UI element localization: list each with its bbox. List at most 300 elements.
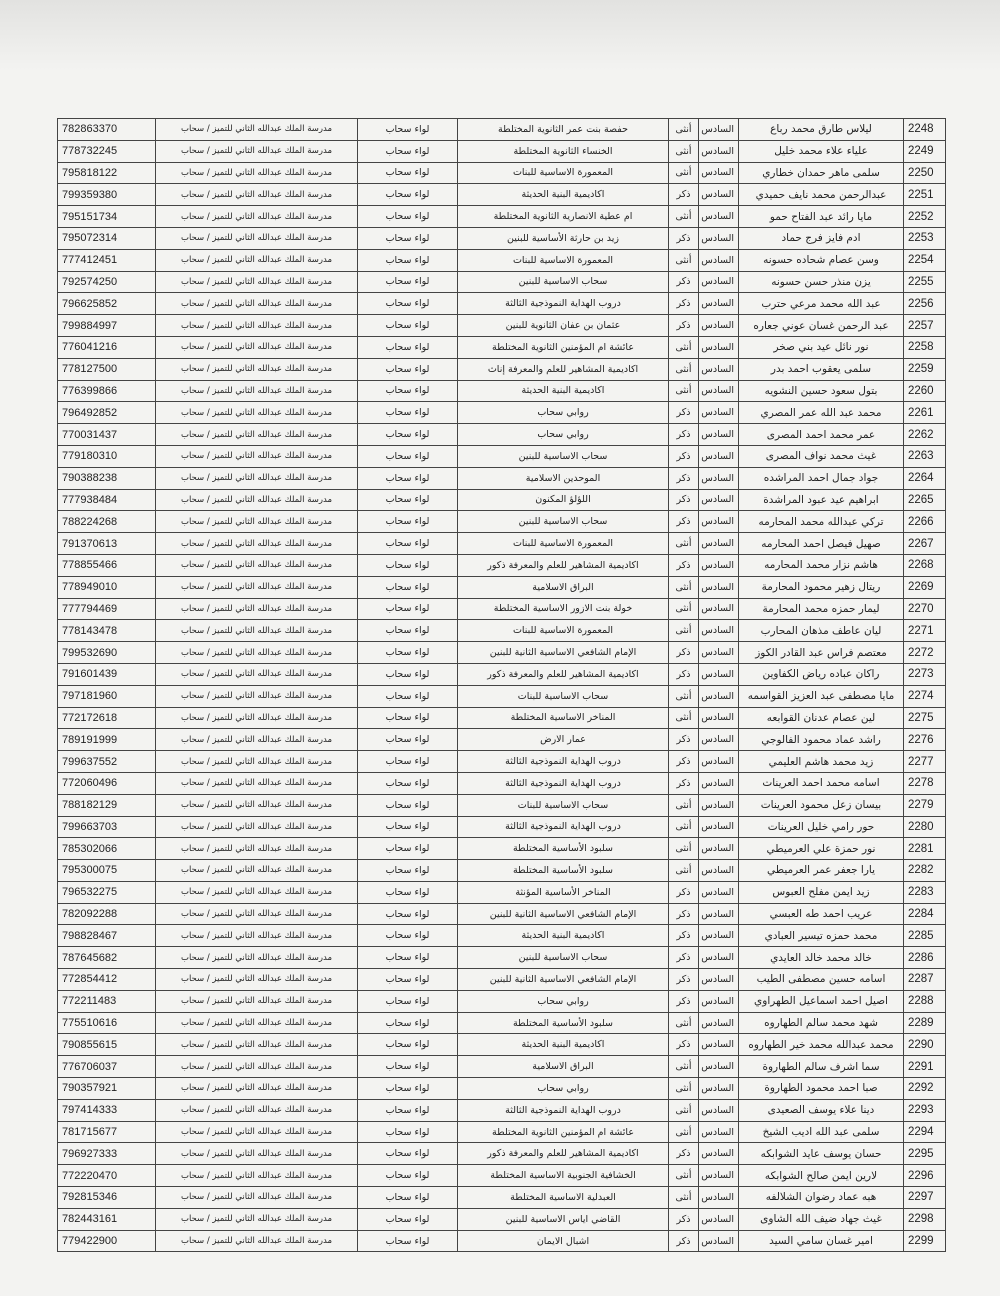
grade: السادس	[699, 969, 739, 991]
table-row	[58, 336, 946, 358]
grade: السادس	[699, 1187, 739, 1209]
table-row	[58, 119, 946, 141]
target-school: مدرسة الملك عبدالله الثاني للتميز / سحاب	[156, 249, 358, 271]
directorate: لواء سحاب	[358, 772, 458, 794]
student-name: ابراهيم عيد عبود المراشدة	[739, 489, 904, 511]
directorate: لواء سحاب	[358, 947, 458, 969]
grade: السادس	[699, 1230, 739, 1252]
target-school: مدرسة الملك عبدالله الثاني للتميز / سحاب	[156, 119, 358, 141]
row-number: 2255	[904, 271, 946, 293]
phone-number: 792574250	[58, 271, 156, 293]
gender: أنثى	[669, 620, 699, 642]
row-number: 2298	[904, 1208, 946, 1230]
students-table	[57, 118, 946, 1252]
student-name: صبا احمد محمود الطهاروة	[739, 1078, 904, 1100]
table-row	[58, 1208, 946, 1230]
row-number: 2261	[904, 402, 946, 424]
current-school: اشبال الايمان	[458, 1230, 669, 1252]
row-number: 2275	[904, 707, 946, 729]
row-number: 2293	[904, 1099, 946, 1121]
directorate: لواء سحاب	[358, 903, 458, 925]
phone-number: 779422900	[58, 1230, 156, 1252]
current-school: المعمورة الاساسية للبنات	[458, 162, 669, 184]
table-row	[58, 511, 946, 533]
target-school: مدرسة الملك عبدالله الثاني للتميز / سحاب	[156, 380, 358, 402]
row-number: 2274	[904, 685, 946, 707]
phone-number: 778127500	[58, 358, 156, 380]
target-school: مدرسة الملك عبدالله الثاني للتميز / سحاب	[156, 838, 358, 860]
gender: ذكر	[669, 663, 699, 685]
student-name: محمد عبدالله محمد خير الطهاروه	[739, 1034, 904, 1056]
directorate: لواء سحاب	[358, 554, 458, 576]
row-number: 2281	[904, 838, 946, 860]
table-row	[58, 315, 946, 337]
table-row	[58, 184, 946, 206]
current-school: سحاب الاساسية للبنين	[458, 445, 669, 467]
student-name: سلمى ماهر حمدان خطاري	[739, 162, 904, 184]
current-school: عائشة ام المؤمنين الثانوية المختلطة	[458, 336, 669, 358]
current-school: اكاديمية المشاهير للعلم والمعرفة إناث	[458, 358, 669, 380]
directorate: لواء سحاب	[358, 620, 458, 642]
grade: السادس	[699, 816, 739, 838]
directorate: لواء سحاب	[358, 838, 458, 860]
phone-number: 791601439	[58, 663, 156, 685]
directorate: لواء سحاب	[358, 140, 458, 162]
directorate: لواء سحاب	[358, 1034, 458, 1056]
phone-number: 778143478	[58, 620, 156, 642]
phone-number: 777938484	[58, 489, 156, 511]
gender: أنثى	[669, 119, 699, 141]
target-school: مدرسة الملك عبدالله الثاني للتميز / سحاب	[156, 598, 358, 620]
table-row	[58, 1143, 946, 1165]
gender: ذكر	[669, 511, 699, 533]
current-school: اكاديمية المشاهير للعلم والمعرفة ذكور	[458, 1143, 669, 1165]
directorate: لواء سحاب	[358, 315, 458, 337]
phone-number: 797181960	[58, 685, 156, 707]
row-number: 2280	[904, 816, 946, 838]
current-school: اكاديمية البنية الحديثة	[458, 380, 669, 402]
target-school: مدرسة الملك عبدالله الثاني للتميز / سحاب	[156, 315, 358, 337]
grade: السادس	[699, 925, 739, 947]
phone-number: 790357921	[58, 1078, 156, 1100]
current-school: عائشة ام المؤمنين الثانوية المختلطة	[458, 1121, 669, 1143]
current-school: اكاديمية المشاهير للعلم والمعرفة ذكور	[458, 663, 669, 685]
current-school: سلبود الأساسية المختلطة	[458, 838, 669, 860]
phone-number: 796532275	[58, 881, 156, 903]
student-name: غيث جهاد ضيف الله الشاوى	[739, 1208, 904, 1230]
row-number: 2270	[904, 598, 946, 620]
current-school: روابي سحاب	[458, 424, 669, 446]
target-school: مدرسة الملك عبدالله الثاني للتميز / سحاب	[156, 751, 358, 773]
directorate: لواء سحاب	[358, 1078, 458, 1100]
gender: ذكر	[669, 947, 699, 969]
phone-number: 787645682	[58, 947, 156, 969]
gender: أنثى	[669, 576, 699, 598]
student-name: مايا رائد عبد الفتاح حمو	[739, 206, 904, 228]
student-name: راكان عباده رياض الكفاوين	[739, 663, 904, 685]
table-row	[58, 380, 946, 402]
target-school: مدرسة الملك عبدالله الثاني للتميز / سحاب	[156, 947, 358, 969]
directorate: لواء سحاب	[358, 162, 458, 184]
table-row	[58, 1056, 946, 1078]
student-name: سما اشرف سالم الطهاروة	[739, 1056, 904, 1078]
table-row	[58, 249, 946, 271]
row-number: 2250	[904, 162, 946, 184]
table-row	[58, 903, 946, 925]
table-row	[58, 1034, 946, 1056]
directorate: لواء سحاب	[358, 1208, 458, 1230]
table-body	[58, 119, 946, 1252]
gender: ذكر	[669, 751, 699, 773]
directorate: لواء سحاب	[358, 751, 458, 773]
phone-number: 777412451	[58, 249, 156, 271]
row-number: 2262	[904, 424, 946, 446]
directorate: لواء سحاب	[358, 1121, 458, 1143]
table-row	[58, 620, 946, 642]
table-row	[58, 729, 946, 751]
gender: ذكر	[669, 903, 699, 925]
grade: السادس	[699, 1099, 739, 1121]
phone-number: 782092288	[58, 903, 156, 925]
directorate: لواء سحاب	[358, 206, 458, 228]
phone-number: 795818122	[58, 162, 156, 184]
phone-number: 782443161	[58, 1208, 156, 1230]
directorate: لواء سحاب	[358, 445, 458, 467]
gender: أنثى	[669, 1078, 699, 1100]
gender: ذكر	[669, 293, 699, 315]
current-school: الإمام الشافعي الاساسية الثانية للبنين	[458, 642, 669, 664]
student-name: عمر محمد احمد المصرى	[739, 424, 904, 446]
grade: السادس	[699, 1078, 739, 1100]
target-school: مدرسة الملك عبدالله الثاني للتميز / سحاب	[156, 184, 358, 206]
target-school: مدرسة الملك عبدالله الثاني للتميز / سحاب	[156, 140, 358, 162]
student-name: اصيل احمد اسماعيل الطهراوي	[739, 990, 904, 1012]
table-row	[58, 1078, 946, 1100]
target-school: مدرسة الملك عبدالله الثاني للتميز / سحاب	[156, 533, 358, 555]
student-name: معتصم فراس عبد القادر الكوز	[739, 642, 904, 664]
phone-number: 778855466	[58, 554, 156, 576]
grade: السادس	[699, 1208, 739, 1230]
phone-number: 785302066	[58, 838, 156, 860]
grade: السادس	[699, 881, 739, 903]
row-number: 2265	[904, 489, 946, 511]
gender: ذكر	[669, 772, 699, 794]
row-number: 2273	[904, 663, 946, 685]
gender: ذكر	[669, 402, 699, 424]
gender: ذكر	[669, 489, 699, 511]
grade: السادس	[699, 489, 739, 511]
student-name: محمد حمزه تيسير العبادي	[739, 925, 904, 947]
row-number: 2299	[904, 1230, 946, 1252]
student-name: ادم فايز فرج حماد	[739, 227, 904, 249]
grade: السادس	[699, 227, 739, 249]
phone-number: 790388238	[58, 467, 156, 489]
directorate: لواء سحاب	[358, 576, 458, 598]
directorate: لواء سحاب	[358, 119, 458, 141]
target-school: مدرسة الملك عبدالله الثاني للتميز / سحاب	[156, 772, 358, 794]
gender: ذكر	[669, 642, 699, 664]
current-school: زيد بن حارثة الأساسية للبنين	[458, 227, 669, 249]
row-number: 2257	[904, 315, 946, 337]
target-school: مدرسة الملك عبدالله الثاني للتميز / سحاب	[156, 336, 358, 358]
gender: ذكر	[669, 1143, 699, 1165]
row-number: 2295	[904, 1143, 946, 1165]
current-school: دروب الهداية النموذجية الثالثة	[458, 293, 669, 315]
directorate: لواء سحاب	[358, 380, 458, 402]
grade: السادس	[699, 1143, 739, 1165]
grade: السادس	[699, 140, 739, 162]
current-school: روابي سحاب	[458, 1078, 669, 1100]
gender: ذكر	[669, 1208, 699, 1230]
grade: السادس	[699, 424, 739, 446]
student-name: سلمى عبد الله اديب الشيخ	[739, 1121, 904, 1143]
phone-number: 788224268	[58, 511, 156, 533]
directorate: لواء سحاب	[358, 1143, 458, 1165]
target-school: مدرسة الملك عبدالله الثاني للتميز / سحاب	[156, 1208, 358, 1230]
row-number: 2264	[904, 467, 946, 489]
gender: ذكر	[669, 271, 699, 293]
row-number: 2278	[904, 772, 946, 794]
grade: السادس	[699, 315, 739, 337]
target-school: مدرسة الملك عبدالله الثاني للتميز / سحاب	[156, 685, 358, 707]
grade: السادس	[699, 642, 739, 664]
gender: أنثى	[669, 162, 699, 184]
grade: السادس	[699, 184, 739, 206]
phone-number: 770031437	[58, 424, 156, 446]
target-school: مدرسة الملك عبدالله الثاني للتميز / سحاب	[156, 1121, 358, 1143]
current-school: حفصة بنت عمر الثانوية المختلطة	[458, 119, 669, 141]
grade: السادس	[699, 533, 739, 555]
target-school: مدرسة الملك عبدالله الثاني للتميز / سحاب	[156, 206, 358, 228]
target-school: مدرسة الملك عبدالله الثاني للتميز / سحاب	[156, 293, 358, 315]
student-name: عبد الرحمن غسان عوني جعاره	[739, 315, 904, 337]
current-school: سلبود الأساسية المختلطة	[458, 1012, 669, 1034]
current-school: سحاب الاساسية للبنين	[458, 511, 669, 533]
gender: أنثى	[669, 860, 699, 882]
phone-number: 799359380	[58, 184, 156, 206]
current-school: اكاديمية البنية الحديثة	[458, 184, 669, 206]
directorate: لواء سحاب	[358, 990, 458, 1012]
grade: السادس	[699, 380, 739, 402]
current-school: عثمان بن عفان الثانوية للبنين	[458, 315, 669, 337]
student-name: خالد محمد خالد العايدي	[739, 947, 904, 969]
row-number: 2279	[904, 794, 946, 816]
row-number: 2285	[904, 925, 946, 947]
row-number: 2282	[904, 860, 946, 882]
current-school: المناخر الأساسية المؤنثة	[458, 881, 669, 903]
student-name: علياء علاء محمد خليل	[739, 140, 904, 162]
table-row	[58, 751, 946, 773]
target-school: مدرسة الملك عبدالله الثاني للتميز / سحاب	[156, 816, 358, 838]
target-school: مدرسة الملك عبدالله الثاني للتميز / سحاب	[156, 162, 358, 184]
gender: أنثى	[669, 380, 699, 402]
target-school: مدرسة الملك عبدالله الثاني للتميز / سحاب	[156, 576, 358, 598]
grade: السادس	[699, 206, 739, 228]
target-school: مدرسة الملك عبدالله الثاني للتميز / سحاب	[156, 271, 358, 293]
gender: أنثى	[669, 533, 699, 555]
current-school: الإمام الشافعي الاساسية الثانية للبنين	[458, 969, 669, 991]
grade: السادس	[699, 358, 739, 380]
table-row	[58, 816, 946, 838]
current-school: ام عطية الانصارية الثانوية المختلطة	[458, 206, 669, 228]
table-row	[58, 1121, 946, 1143]
row-number: 2269	[904, 576, 946, 598]
phone-number: 775510616	[58, 1012, 156, 1034]
grade: السادس	[699, 1056, 739, 1078]
gender: أنثى	[669, 1187, 699, 1209]
current-school: المعمورة الاساسية للبنات	[458, 249, 669, 271]
directorate: لواء سحاب	[358, 707, 458, 729]
phone-number: 798828467	[58, 925, 156, 947]
current-school: عمار الارض	[458, 729, 669, 751]
phone-number: 799884997	[58, 315, 156, 337]
directorate: لواء سحاب	[358, 598, 458, 620]
row-number: 2291	[904, 1056, 946, 1078]
directorate: لواء سحاب	[358, 249, 458, 271]
target-school: مدرسة الملك عبدالله الثاني للتميز / سحاب	[156, 554, 358, 576]
directorate: لواء سحاب	[358, 685, 458, 707]
current-school: اللؤلؤ المكنون	[458, 489, 669, 511]
grade: السادس	[699, 576, 739, 598]
gender: أنثى	[669, 140, 699, 162]
row-number: 2288	[904, 990, 946, 1012]
table-row	[58, 947, 946, 969]
target-school: مدرسة الملك عبدالله الثاني للتميز / سحاب	[156, 1056, 358, 1078]
grade: السادس	[699, 663, 739, 685]
grade: السادس	[699, 1121, 739, 1143]
target-school: مدرسة الملك عبدالله الثاني للتميز / سحاب	[156, 903, 358, 925]
current-school: القاضي اياس الاساسية للبنين	[458, 1208, 669, 1230]
phone-number: 799663703	[58, 816, 156, 838]
table-row	[58, 271, 946, 293]
table-row	[58, 445, 946, 467]
gender: أنثى	[669, 598, 699, 620]
current-school: خولة بنت الازور الاساسية المختلطة	[458, 598, 669, 620]
student-name: ليان عاطف مذهان المحارب	[739, 620, 904, 642]
phone-number: 782863370	[58, 119, 156, 141]
student-name: شهد محمد سالم الطهاروه	[739, 1012, 904, 1034]
directorate: لواء سحاب	[358, 533, 458, 555]
directorate: لواء سحاب	[358, 663, 458, 685]
gender: ذكر	[669, 445, 699, 467]
gender: ذكر	[669, 990, 699, 1012]
gender: أنثى	[669, 1056, 699, 1078]
table-row	[58, 838, 946, 860]
current-school: روابي سحاب	[458, 990, 669, 1012]
table-row	[58, 533, 946, 555]
phone-number: 781715677	[58, 1121, 156, 1143]
row-number: 2286	[904, 947, 946, 969]
phone-number: 772211483	[58, 990, 156, 1012]
target-school: مدرسة الملك عبدالله الثاني للتميز / سحاب	[156, 227, 358, 249]
gender: ذكر	[669, 315, 699, 337]
table-row	[58, 467, 946, 489]
directorate: لواء سحاب	[358, 467, 458, 489]
directorate: لواء سحاب	[358, 642, 458, 664]
phone-number: 795300075	[58, 860, 156, 882]
target-school: مدرسة الملك عبدالله الثاني للتميز / سحاب	[156, 642, 358, 664]
phone-number: 796492852	[58, 402, 156, 424]
student-name: دينا علاء يوسف الصعيدى	[739, 1099, 904, 1121]
table-row	[58, 772, 946, 794]
table-row	[58, 402, 946, 424]
table-row	[58, 707, 946, 729]
row-number: 2249	[904, 140, 946, 162]
gender: أنثى	[669, 685, 699, 707]
student-name: بتول سعود حسين النشويه	[739, 380, 904, 402]
row-number: 2267	[904, 533, 946, 555]
grade: السادس	[699, 772, 739, 794]
grade: السادس	[699, 838, 739, 860]
student-name: نور نائل عيد بني صخر	[739, 336, 904, 358]
student-name: راشد عماد محمود الفالوجي	[739, 729, 904, 751]
gender: أنثى	[669, 1099, 699, 1121]
grade: السادس	[699, 990, 739, 1012]
table-row	[58, 554, 946, 576]
gender: ذكر	[669, 227, 699, 249]
gender: أنثى	[669, 1165, 699, 1187]
grade: السادس	[699, 1034, 739, 1056]
row-number: 2276	[904, 729, 946, 751]
phone-number: 789191999	[58, 729, 156, 751]
target-school: مدرسة الملك عبدالله الثاني للتميز / سحاب	[156, 794, 358, 816]
target-school: مدرسة الملك عبدالله الثاني للتميز / سحاب	[156, 1165, 358, 1187]
table-row	[58, 969, 946, 991]
current-school: البراق الاسلامية	[458, 576, 669, 598]
table-row	[58, 227, 946, 249]
grade: السادس	[699, 707, 739, 729]
table-row	[58, 1012, 946, 1034]
target-school: مدرسة الملك عبدالله الثاني للتميز / سحاب	[156, 511, 358, 533]
directorate: لواء سحاب	[358, 489, 458, 511]
gender: أنثى	[669, 336, 699, 358]
current-school: المناخر الاساسية المختلطة	[458, 707, 669, 729]
current-school: الخنساء الثانوية المختلطة	[458, 140, 669, 162]
current-school: العبدلية الاساسية المختلطة	[458, 1187, 669, 1209]
table-row	[58, 293, 946, 315]
current-school: سلبود الأساسية المختلطة	[458, 860, 669, 882]
grade: السادس	[699, 1165, 739, 1187]
directorate: لواء سحاب	[358, 336, 458, 358]
target-school: مدرسة الملك عبدالله الثاني للتميز / سحاب	[156, 1034, 358, 1056]
student-name: ريتال زهير محمود المحارمة	[739, 576, 904, 598]
grade: السادس	[699, 947, 739, 969]
phone-number: 796625852	[58, 293, 156, 315]
row-number: 2252	[904, 206, 946, 228]
grade: السادس	[699, 119, 739, 141]
row-number: 2260	[904, 380, 946, 402]
phone-number: 778732245	[58, 140, 156, 162]
student-name: محمد عبد الله عمر المصري	[739, 402, 904, 424]
table-row	[58, 642, 946, 664]
row-number: 2290	[904, 1034, 946, 1056]
student-name: ليمار حمزه محمد المحارمة	[739, 598, 904, 620]
phone-number: 772060496	[58, 772, 156, 794]
directorate: لواء سحاب	[358, 860, 458, 882]
table-row	[58, 140, 946, 162]
gender: ذكر	[669, 1230, 699, 1252]
student-name: صهيل فيصل احمد المحارمه	[739, 533, 904, 555]
current-school: روابي سحاب	[458, 402, 669, 424]
student-name: غيث محمد نواف المصرى	[739, 445, 904, 467]
grade: السادس	[699, 293, 739, 315]
phone-number: 796927333	[58, 1143, 156, 1165]
target-school: مدرسة الملك عبدالله الثاني للتميز / سحاب	[156, 990, 358, 1012]
table-row	[58, 685, 946, 707]
student-name: زيد محمد هاشم العليمي	[739, 751, 904, 773]
row-number: 2292	[904, 1078, 946, 1100]
row-number: 2294	[904, 1121, 946, 1143]
